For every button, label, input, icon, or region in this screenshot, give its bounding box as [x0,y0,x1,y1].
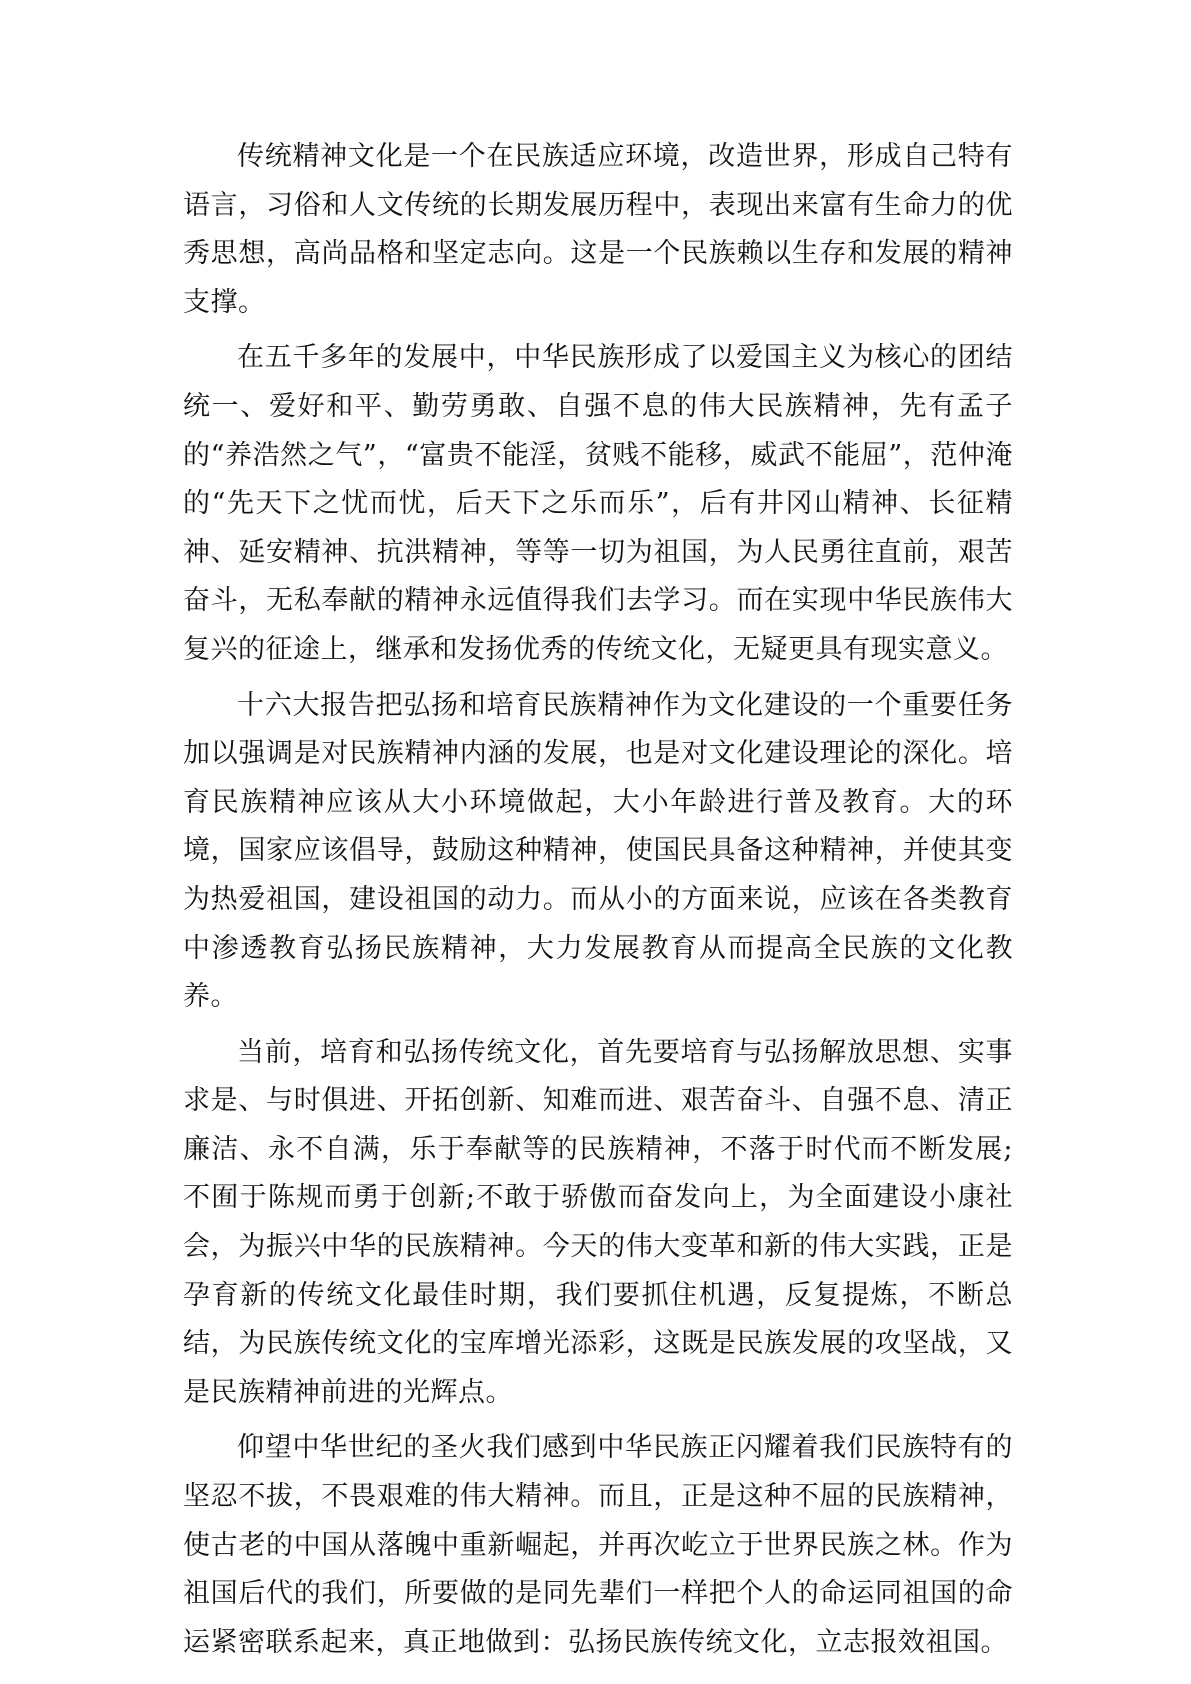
paragraph-1: 传统精神文化是一个在民族适应环境，改造世界，形成自己特有语言，习俗和人文传统的长期发展历程中，表现出来富有生命力的优秀思想，高尚品格和坚定志向。这是一个民族赖以生存和发展的精神支撑。 [183,141,1013,318]
paragraph-5: 仰望中华世纪的圣火我们感到中华民族正闪耀着我们民族特有的坚忍不拔，不畏艰难的伟大精神。而且，正是这种不屈的民族精神，使古老的中国从落魄中重新崛起，并再次屹立于世界民族之林。作为祖国后代的我们，所要做的是同先辈们一样把个人的命运同祖国的命运紧密联系起来，真正地做到：弘扬民族传统文化，立志报效祖国。 [183,1432,1013,1658]
paragraph-4: 当前，培育和弘扬传统文化，首先要培育与弘扬解放思想、实事求是、与时俱进、开拓创新、知难而进、艰苦奋斗、自强不息、清正廉洁、永不自满，乐于奉献等的民族精神，不落于时代而不断发展;不囿于陈规而勇于创新;不敢于骄傲而奋发向上，为全面建设小康社会，为振兴中华的民族精神。今天的伟大变革和新的伟大实践，正是孕育新的传统文化最佳时期，我们要抓住机遇，反复提炼，不断总结，为民族传统文化的宝库增光添彩，这既是民族发展的攻坚战，又是民族精神前进的光辉点。 [183,1036,1013,1408]
paragraph-3: 十六大报告把弘扬和培育民族精神作为文化建设的一个重要任务加以强调是对民族精神内涵的发展，也是对文化建设理论的深化。培育民族精神应该从大小环境做起，大小年龄进行普及教育。大的环境，国家应该倡导，鼓励这种精神，使国民具备这种精神，并使其变为热爱祖国，建设祖国的动力。而从小的方面来说，应该在各类教育中渗透教育弘扬民族精神，大力发展教育从而提高全民族的文化教养。 [183,689,1013,1013]
document-body [183,133,1013,1674]
paragraph-2: 在五千多年的发展中，中华民族形成了以爱国主义为核心的团结统一、爱好和平、勤劳勇敢、自强不息的伟大民族精神，先有孟子的“养浩然之气”，“富贵不能淫，贫贱不能移，威武不能屈”，范仲淹的“先天下之忧而忧，后天下之乐而乐”，后有井冈山精神、长征精神、延安精神、抗洪精神，等等一切为祖国，为人民勇往直前，艰苦奋斗，无私奉献的精神永远值得我们去学习。而在实现中华民族伟大复兴的征途上，继承和发扬优秀的传统文化，无疑更具有现实意义。 [183,342,1013,665]
